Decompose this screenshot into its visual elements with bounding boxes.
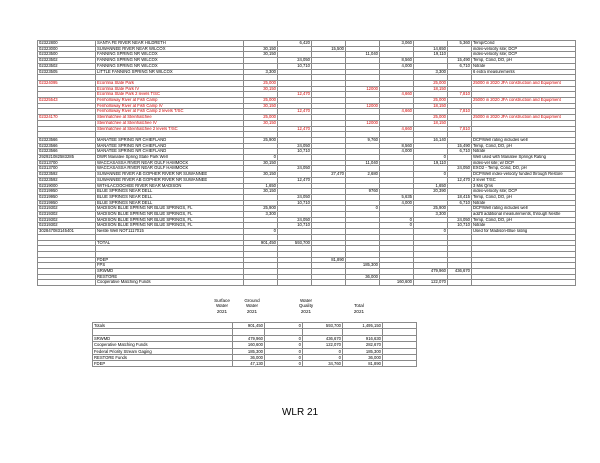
amount-cell: 30,150: [244, 86, 278, 92]
empty-cell: [343, 329, 383, 336]
notes-cell: EXO2 - Temp, Cond, DO, pH: [472, 166, 576, 172]
station-id-cell: 02319302: [38, 212, 96, 218]
amount-cell: 30,150: [244, 46, 278, 52]
station-name-cell: MADISON BLUE SPRING NR BLUE SPRINGS, FL: [96, 212, 244, 218]
amount-cell: 0: [380, 223, 414, 229]
summary-amount-cell: 0: [265, 336, 303, 342]
summary-label-cell: RESTORE Funds: [93, 354, 233, 360]
station-name-cell: Steinhatchee at Steinhatchee IV: [96, 120, 244, 126]
amount-cell: 25,900: [244, 137, 278, 143]
summary-amount-cell: 81,890: [343, 361, 383, 367]
station-id-cell: 02313700: [38, 166, 96, 172]
summary-header-water-quality: Water Quality 2021: [298, 298, 314, 314]
station-name-cell: SRWMD: [96, 269, 244, 275]
empty-cell: [233, 329, 265, 336]
amount-cell: 81,890: [312, 257, 346, 263]
station-name-cell: Cooperative Matching Funds: [96, 280, 244, 286]
summary-amount-cell: 0: [303, 354, 343, 360]
station-id-cell: 02323502: [38, 63, 96, 69]
amount-cell: 6,710: [448, 149, 472, 155]
notes-cell: Nitrate: [472, 149, 576, 155]
notes-cell: index-vel site; w/ DCP: [472, 160, 576, 166]
station-id-cell: 02323000: [38, 46, 96, 52]
station-id-cell: 02319000: [38, 183, 96, 189]
amount-cell: 4,000: [380, 200, 414, 206]
notes-cell: DCP/Well rating includes well: [472, 206, 576, 212]
amount-cell: 12,470: [278, 177, 312, 183]
amount-cell: 36,000: [346, 274, 380, 280]
station-id-cell: 02323566: [38, 149, 96, 155]
amount-cell: 15,490: [448, 143, 472, 149]
station-id-cell: 302847083145401: [38, 229, 96, 235]
amount-cell: 901,450: [244, 240, 278, 246]
amount-cell: [448, 280, 472, 286]
funding-summary-table: [92, 322, 417, 367]
amount-cell: 18,415: [448, 194, 472, 200]
summary-amount-cell: 0: [265, 323, 303, 329]
amount-cell: 0: [244, 229, 278, 235]
station-name-cell: Fenholloway River at Fish Camp 2 levels T/SC: [96, 109, 244, 115]
summary-amount-cell: 1,495,150: [343, 323, 383, 329]
summary-amount-cell: 185,300: [233, 348, 265, 354]
summary-amount-cell: 916,630: [343, 336, 383, 342]
station-name-cell: RESTORE: [96, 274, 244, 280]
summary-label-cell: SRWMD: [93, 336, 233, 342]
amount-cell: 3,300: [244, 212, 278, 218]
station-id-cell: 02322800: [38, 41, 96, 47]
amount-cell: 4,000: [380, 63, 414, 69]
amount-cell: 479,960: [414, 269, 448, 275]
amount-cell: [244, 280, 278, 286]
notes-cell: 25000 in 2020 JFA construction and Equipment: [472, 98, 576, 104]
station-name-cell: MADISON BLUE SPRING NR BLUE SPRINGS, FL: [96, 217, 244, 223]
summary-row: [93, 329, 417, 336]
amount-cell: 593,700: [278, 240, 312, 246]
empty-cell: [265, 329, 303, 336]
amount-cell: 2,680: [346, 172, 380, 178]
amount-cell: 0: [414, 229, 448, 235]
amount-cell: 30,150: [244, 172, 278, 178]
notes-cell: Well used with Manatee Springs Rating: [472, 155, 576, 161]
station-name-cell: MANATEE SPRING NR CHIEFLAND: [96, 137, 244, 143]
station-id-cell: 02319950: [38, 200, 96, 206]
notes-cell: index-velocity site; DCP: [472, 189, 576, 195]
station-id-cell: 02323592: [38, 177, 96, 183]
amount-cell: 25,000: [414, 80, 448, 86]
station-name-cell: BLUE SPRINGS NEAR DELL: [96, 194, 244, 200]
summary-amount-cell: [383, 361, 417, 367]
amount-cell: 19,110: [414, 160, 448, 166]
station-name-cell: Econfina State Park 2 levels T/SC: [96, 92, 244, 98]
amount-cell: 3,060: [380, 41, 414, 47]
summary-label-cell: Totals: [93, 323, 233, 329]
notes-cell: DCP/Well rating includes well: [472, 137, 576, 143]
station-name-cell: LITTLE FANNING SPRING NR WILCOX: [96, 69, 244, 75]
amount-cell: 12,470: [278, 109, 312, 115]
amount-cell: 12000: [346, 103, 380, 109]
station-name-cell: BLUE SPRINGS NEAR DELL: [96, 200, 244, 206]
page-footer-label: WLR 21: [281, 407, 319, 418]
station-id-cell: 292921082583285: [38, 155, 96, 161]
amount-cell: [346, 280, 380, 286]
amount-cell: 160,600: [380, 280, 414, 286]
table-row: [38, 177, 576, 183]
amount-cell: 185,300: [346, 263, 380, 269]
summary-amount-cell: 185,300: [343, 348, 383, 354]
amount-cell: 4,660: [380, 92, 414, 98]
station-name-cell: TOTAL: [96, 240, 244, 246]
station-name-cell: MADISON BLUE SPRING NR BLUE SPRINGS, FL: [96, 206, 244, 212]
station-name-cell: DWR Manatee Spring State Park Well: [96, 155, 244, 161]
amount-cell: 4,000: [380, 149, 414, 155]
empty-cell: [93, 329, 233, 336]
amount-cell: 20,390: [414, 189, 448, 195]
notes-cell: Temp/Cond: [472, 41, 576, 47]
station-name-cell: Fenholloway River at Fish Camp IV: [96, 103, 244, 109]
notes-cell: [472, 280, 576, 286]
summary-amount-cell: 36,000: [343, 354, 383, 360]
amount-cell: 5,360: [448, 41, 472, 47]
amount-cell: 0: [244, 155, 278, 161]
amount-cell: 25,000: [244, 80, 278, 86]
amount-cell: 11,040: [346, 160, 380, 166]
amount-cell: 25,000: [414, 115, 448, 121]
station-name-cell: WACCASASSA RIVER NEAR GULF HAMMOCK: [96, 166, 244, 172]
station-name-cell: FANNING SPRING NR WILCOX: [96, 58, 244, 64]
amount-cell: 3,300: [414, 69, 448, 75]
station-id-cell: 02323566: [38, 137, 96, 143]
amount-cell: 8,560: [380, 58, 414, 64]
notes-cell: Used for Madison-Blue rating: [472, 229, 576, 235]
notes-cell: 2 level T/SC: [472, 177, 576, 183]
amount-cell: 12000: [346, 86, 380, 92]
amount-cell: 15,490: [448, 58, 472, 64]
station-name-cell: WACCASASSA RIVER NEAR GULF HAMMOCK: [96, 160, 244, 166]
station-name-cell: SUWANNEE RIVER NEAR WILCOX: [96, 46, 244, 52]
amount-cell: 12,470: [278, 126, 312, 132]
amount-cell: 4,660: [380, 109, 414, 115]
amount-cell: 0: [346, 206, 380, 212]
amount-cell: 24,050: [448, 166, 472, 172]
summary-amount-cell: 36,000: [233, 354, 265, 360]
amount-cell: 30,150: [244, 160, 278, 166]
amount-cell: 24,050: [448, 217, 472, 223]
station-name-cell: SANTA FE RIVER NEAR HILDRETH: [96, 41, 244, 47]
notes-cell: 6 extra measurements: [472, 69, 576, 75]
amount-cell: 24,050: [278, 194, 312, 200]
summary-label-cell: Cooperative Matching Funds: [93, 342, 233, 348]
amount-cell: 30,150: [244, 120, 278, 126]
amount-cell: 18,150: [414, 120, 448, 126]
station-id-cell: [38, 280, 96, 286]
station-id-cell: 02324170: [38, 115, 96, 121]
station-name-cell: Steinhatchee at Steinhatchee 2 levels T/SC: [96, 126, 244, 132]
table-row: [38, 280, 576, 286]
amount-cell: 9760: [346, 189, 380, 195]
amount-cell: 10,710: [278, 63, 312, 69]
summary-amount-cell: 0: [265, 361, 303, 367]
notes-cell: Temp, Cond, DO, pH: [472, 58, 576, 64]
summary-header: [92, 298, 392, 322]
amount-cell: 25,000: [414, 98, 448, 104]
summary-label-cell: FDEP: [93, 361, 233, 367]
amount-cell: 5,635: [380, 194, 414, 200]
notes-cell: 3 Mis Qms: [472, 183, 576, 189]
amount-cell: 30,150: [244, 103, 278, 109]
funding-spreadsheet: [37, 40, 576, 286]
empty-cell: [303, 329, 343, 336]
station-name-cell: SUWANNEE RIVER AB GOPHER RIVER NR SUWANNEE: [96, 172, 244, 178]
summary-body: [93, 323, 417, 367]
spreadsheet-body: [38, 41, 576, 286]
notes-cell: index-velocity site; DCP: [472, 46, 576, 52]
station-id-cell: 02323505: [38, 69, 96, 75]
station-id-cell: 02319302: [38, 206, 96, 212]
amount-cell: 27,470: [312, 172, 346, 178]
station-name-cell: WITHLACOOCHEE RIVER NEAR MADISON: [96, 183, 244, 189]
station-id-cell: 02319302: [38, 223, 96, 229]
notes-cell: Temp, Cond, DO, pH: [472, 143, 576, 149]
station-name-cell: FDEP: [96, 257, 244, 263]
notes-cell: 25000 in 2020 JFA construction and Equipment: [472, 115, 576, 121]
amount-cell: 0: [414, 172, 448, 178]
station-name-cell: MANATEE SPRING NR CHIEFLAND: [96, 143, 244, 149]
station-name-cell: Steinhatchee at Steinhatchee: [96, 115, 244, 121]
station-name-cell: BLUE SPRINGS NEAR DELL: [96, 189, 244, 195]
amount-cell: 6,420: [278, 41, 312, 47]
table-row: [38, 58, 576, 64]
summary-amount-cell: 436,670: [303, 336, 343, 342]
notes-cell: Temp, Cond, DO, pH: [472, 217, 576, 223]
summary-row: [93, 348, 417, 354]
amount-cell: 1,650: [244, 183, 278, 189]
table-row: [38, 166, 576, 172]
amount-cell: 4,660: [380, 126, 414, 132]
amount-cell: 18,150: [414, 103, 448, 109]
notes-cell: Temp, Cond, DO, pH: [472, 194, 576, 200]
summary-amount-cell: 593,700: [303, 323, 343, 329]
table-row: [38, 143, 576, 149]
station-name-cell: Econfina State Park: [96, 80, 244, 86]
amount-cell: 6,710: [448, 63, 472, 69]
amount-cell: 9,760: [346, 137, 380, 143]
amount-cell: 6,710: [448, 200, 472, 206]
notes-cell: 25000 in 2020 JFA construction and Equipment: [472, 80, 576, 86]
amount-cell: 7,810: [448, 109, 472, 115]
station-id-cell: 02313700: [38, 160, 96, 166]
station-id-cell: 02323500: [38, 52, 96, 58]
station-name-cell: MADISON BLUE SPRING NR BLUE SPRINGS, FL: [96, 223, 244, 229]
station-id-cell: 02323592: [38, 172, 96, 178]
summary-amount-cell: 0: [265, 348, 303, 354]
station-name-cell: Econfina State Park IV: [96, 86, 244, 92]
summary-amount-cell: 901,450: [233, 323, 265, 329]
amount-cell: 12000: [346, 120, 380, 126]
amount-cell: 3,300: [244, 69, 278, 75]
amount-cell: 8,560: [380, 143, 414, 149]
amount-cell: 25,900: [414, 206, 448, 212]
summary-amount-cell: 0: [265, 342, 303, 348]
summary-amount-cell: 0: [303, 348, 343, 354]
amount-cell: 12,470: [278, 92, 312, 98]
station-name-cell: Nestle Well NOT1117015: [96, 229, 244, 235]
amount-cell: 10,710: [448, 223, 472, 229]
amount-cell: 24,050: [278, 58, 312, 64]
notes-cell: DCP/Well index-velocity funded through Restore: [472, 172, 576, 178]
amount-cell: 18,150: [414, 86, 448, 92]
station-name-cell: Fenholloway River at Fish Camp: [96, 98, 244, 104]
amount-cell: [278, 280, 312, 286]
amount-cell: 16,140: [414, 137, 448, 143]
station-name-cell: FANNING SPRING NR WILCOX: [96, 63, 244, 69]
amount-cell: [312, 280, 346, 286]
summary-header-total: Total 2021: [353, 303, 365, 314]
amount-cell: 0: [414, 155, 448, 161]
amount-cell: 7,810: [448, 126, 472, 132]
amount-cell: 14,650: [414, 46, 448, 52]
amount-cell: 30,150: [244, 189, 278, 195]
station-id-cell: 02323566: [38, 143, 96, 149]
notes-cell: Nitrate: [472, 223, 576, 229]
summary-row: [93, 342, 417, 348]
station-id-cell: 02324095: [38, 80, 96, 86]
summary-amount-cell: 0: [265, 354, 303, 360]
amount-cell: 30,150: [244, 52, 278, 58]
station-id-cell: 02319950: [38, 194, 96, 200]
station-name-cell: FPS: [96, 263, 244, 269]
summary-amount-cell: 122,070: [303, 342, 343, 348]
amount-cell: 24,050: [278, 166, 312, 172]
station-id-cell: 02319950: [38, 189, 96, 195]
summary-amount-cell: 282,670: [343, 342, 383, 348]
amount-cell: 10,710: [278, 200, 312, 206]
amount-cell: 25,900: [244, 206, 278, 212]
amount-cell: 436,670: [448, 269, 472, 275]
amount-cell: 19,110: [414, 52, 448, 58]
amount-cell: 7,810: [448, 92, 472, 98]
amount-cell: 122,070: [414, 280, 448, 286]
summary-header-surface-water: Surface Water 2021: [214, 298, 230, 314]
empty-cell: [383, 329, 417, 336]
station-name-cell: MANATEE SPRING NR CHIEFLAND: [96, 149, 244, 155]
summary-amount-cell: 479,960: [233, 336, 265, 342]
summary-header-ground-water: Ground Water 2021: [244, 298, 260, 314]
table-row: [38, 217, 576, 223]
amount-cell: 12,470: [448, 177, 472, 183]
amount-cell: 10,710: [278, 223, 312, 229]
station-id-cell: 02323502: [38, 58, 96, 64]
station-id-cell: 02325543: [38, 98, 96, 104]
notes-cell: Nitrate: [472, 63, 576, 69]
amount-cell: 24,050: [278, 217, 312, 223]
amount-cell: 24,050: [278, 143, 312, 149]
summary-amount-cell: 34,760: [303, 361, 343, 367]
station-name-cell: FANNING SPRING NR WILCOX: [96, 52, 244, 58]
station-name-cell: SUWANNEE RIVER AB GOPHER RIVER NR SUWANNEE: [96, 177, 244, 183]
amount-cell: 15,500: [312, 46, 346, 52]
amount-cell: 11,040: [346, 52, 380, 58]
notes-cell: add'tl additional measurements, through Nestle: [472, 212, 576, 218]
station-id-cell: 02319302: [38, 217, 96, 223]
amount-cell: 3,300: [414, 212, 448, 218]
summary-row: [93, 361, 417, 367]
amount-cell: 25,000: [244, 98, 278, 104]
summary-amount-cell: 47,130: [233, 361, 265, 367]
amount-cell: 10,710: [278, 149, 312, 155]
notes-cell: index-velocity site; DCP: [472, 52, 576, 58]
table-row: [38, 194, 576, 200]
summary-label-cell: Federal Priority Stream Gaging: [93, 348, 233, 354]
amount-cell: 0: [380, 217, 414, 223]
notes-cell: Nitrate: [472, 200, 576, 206]
summary-amount-cell: 160,600: [233, 342, 265, 348]
amount-cell: 1,650: [414, 183, 448, 189]
amount-cell: 25,000: [244, 115, 278, 121]
